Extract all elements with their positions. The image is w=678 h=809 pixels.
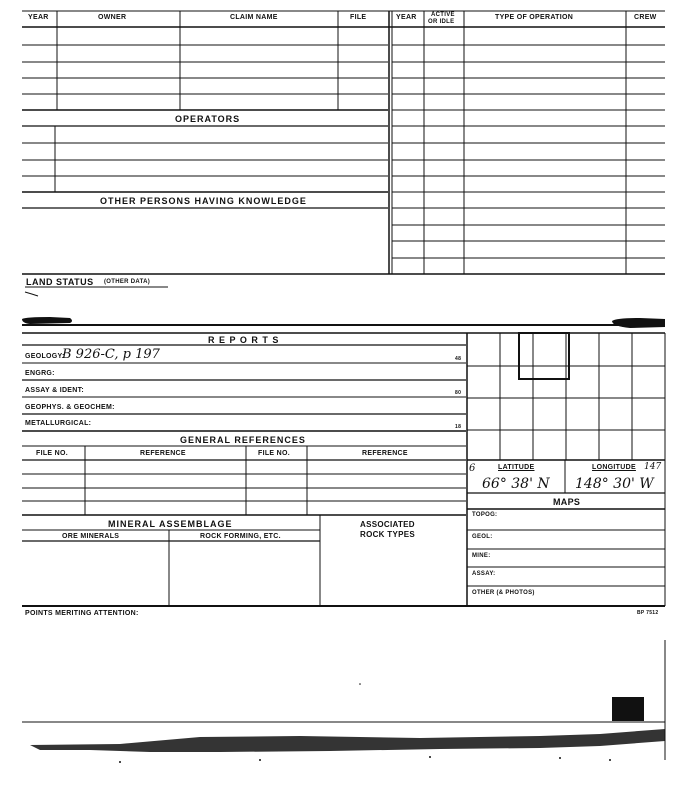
col-year: YEAR (28, 14, 49, 21)
longitude-value: 148° 30' W (575, 476, 654, 492)
geophys-label: GEOPHYS. & GEOCHEM: (25, 404, 115, 411)
assay-label: ASSAY & IDENT: (25, 387, 85, 394)
col-file-no-1: FILE NO. (36, 450, 68, 457)
latitude-label: LATITUDE (498, 464, 535, 471)
operators-title: OPERATORS (175, 114, 241, 124)
points-meriting-attention: POINTS MERITING ATTENTION: (25, 610, 139, 617)
general-refs-title: GENERAL REFERENCES (180, 435, 306, 445)
col-rock-forming: ROCK FORMING, ETC. (200, 533, 281, 540)
col-active: ACTIVE (431, 12, 455, 18)
maps-assay: ASSAY: (472, 571, 496, 577)
report-num-3: 18 (455, 424, 462, 430)
assoc-rock-1: ASSOCIATED (360, 520, 415, 529)
metallurgical-label: METALLURGICAL: (25, 420, 92, 427)
geology-value: B 926-C, p 197 (62, 347, 160, 362)
mineral-assemblage-title: MINERAL ASSEMBLAGE (108, 519, 233, 529)
maps-topog: TOPOG: (472, 512, 498, 518)
longitude-label: LONGITUDE (592, 464, 636, 471)
form-number: BP 7512 (637, 610, 659, 616)
lon-suffix: 147 (644, 462, 662, 472)
land-status-sub: (OTHER DATA) (104, 279, 151, 285)
land-status-label: LAND STATUS (26, 277, 94, 287)
reports-title: R E P O R T S (208, 335, 280, 345)
assoc-rock-2: ROCK TYPES (360, 530, 416, 539)
other-persons-title: OTHER PERSONS HAVING KNOWLEDGE (100, 196, 307, 206)
col-year-2: YEAR (396, 14, 417, 21)
report-num-2: 80 (455, 390, 462, 396)
col-crew: CREW (634, 14, 657, 21)
engrg-label: ENGRG: (25, 370, 55, 377)
col-reference-1: REFERENCE (140, 450, 186, 457)
col-type-operation: TYPE OF OPERATION (495, 14, 574, 21)
col-ore-minerals: ORE MINERALS (62, 533, 120, 540)
report-num-1: 48 (455, 356, 462, 362)
geology-label: GEOLOGY: (25, 353, 65, 360)
lat-prefix: 6 (469, 463, 476, 474)
maps-geol: GEOL: (472, 534, 493, 540)
latitude-value: 66° 38' N (482, 476, 550, 492)
col-claim-name: CLAIM NAME (230, 14, 278, 21)
col-owner: OWNER (98, 14, 127, 21)
col-reference-2: REFERENCE (362, 450, 408, 457)
maps-title: MAPS (553, 497, 581, 507)
col-file: FILE (350, 14, 367, 21)
col-idle: OR IDLE (428, 19, 455, 25)
col-file-no-2: FILE NO. (258, 450, 290, 457)
maps-other: OTHER (& PHOTOS) (472, 590, 535, 596)
maps-mine: MINE: (472, 553, 491, 559)
